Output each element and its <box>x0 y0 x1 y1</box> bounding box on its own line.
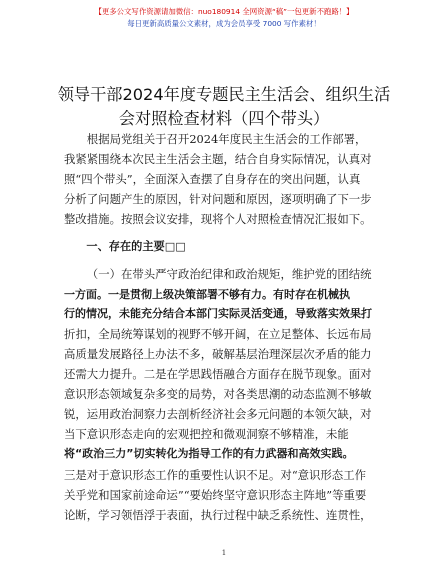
promo-line-2: 每日更新高质量公文素材，成为会员享受 7000 写作素材！ <box>127 19 321 28</box>
intro-line: 照“四个带头”，全面深入查摆了自身存在的突出问题，认真 <box>64 172 361 187</box>
paragraph-line: （一）在带头严守政治纪律和政治规矩，维护党的团结统 <box>86 266 372 281</box>
paragraph-line: 行的情况，未能充分结合本部门实际灵活变通，导致落实效果打 <box>64 306 372 320</box>
paragraph-line: 关乎党和国家前途命运”“要始终坚守意识形态主阵地”等重要 <box>64 487 367 502</box>
intro-line: 整改措施。按照会议安排，现将个人对照检查情况汇报如下。 <box>64 212 372 227</box>
paragraph-line: 当下意识形态走向的宏观把控和微观洞察不够精准，未能 <box>64 427 349 442</box>
title-line-2: 会对照检查材料（四个带头） <box>118 109 330 128</box>
paragraph-line: 将“政治三力”切实转化为指导工作的有力武器和高效实践。 <box>64 447 354 461</box>
document-body <box>64 129 396 525</box>
page-number: 1 <box>221 549 227 557</box>
promo-banner <box>0 6 448 30</box>
bold-text: 贯彻上级决策部署不够有力。有时存在机械执 <box>130 287 350 301</box>
paragraph-line: 锐，运用政治洞察力去剖析经济社会多元问题的本领欠缺，对 <box>64 407 372 422</box>
paragraph-line: 高质量发展路径上办法不多，破解基层治理深层次矛盾的能力 <box>64 346 372 361</box>
title-line-1: 领导干部2024年度专题民主生活会、组织生活 <box>57 85 391 104</box>
paragraph-line: 论断，学习领悟浮于表面，执行过程中缺乏系统性、连贯性， <box>64 507 372 522</box>
document-title <box>40 83 408 131</box>
paragraph-line: 三是对于意识形态工作的重要性认识不足。对“意识形态工作 <box>64 467 366 482</box>
promo-line-1: 【更多公文写作资源请加微信：nuo180914 全网资源“稿”一包更新不跑路！】 <box>94 7 354 16</box>
paragraph-line: 还需大力提升。二是在学思践悟融合方面存在脱节现象。面对 <box>64 367 372 382</box>
intro-line: 我紧紧围绕本次民主生活会主题，结合自身实际情况，认真对 <box>64 152 372 167</box>
bold-text: 一方面。一是 <box>64 287 130 301</box>
intro-line: 分析了问题产生的原因，针对问题和原因，逐项明确了下一步 <box>64 192 372 207</box>
section-heading: 一、存在的主要□□ <box>86 240 186 254</box>
paragraph-line: 折扣，全局统筹谋划的视野不够开阔，在立足整体、长远布局 <box>64 326 372 341</box>
paragraph-line: 意识形态领域复杂多变的局势，对各类思潮的动态监测不够敏 <box>64 387 372 402</box>
intro-line: 根据局党组关于召开2024年度民主生活会的工作部署， <box>86 132 367 146</box>
paragraph-line <box>64 284 396 304</box>
